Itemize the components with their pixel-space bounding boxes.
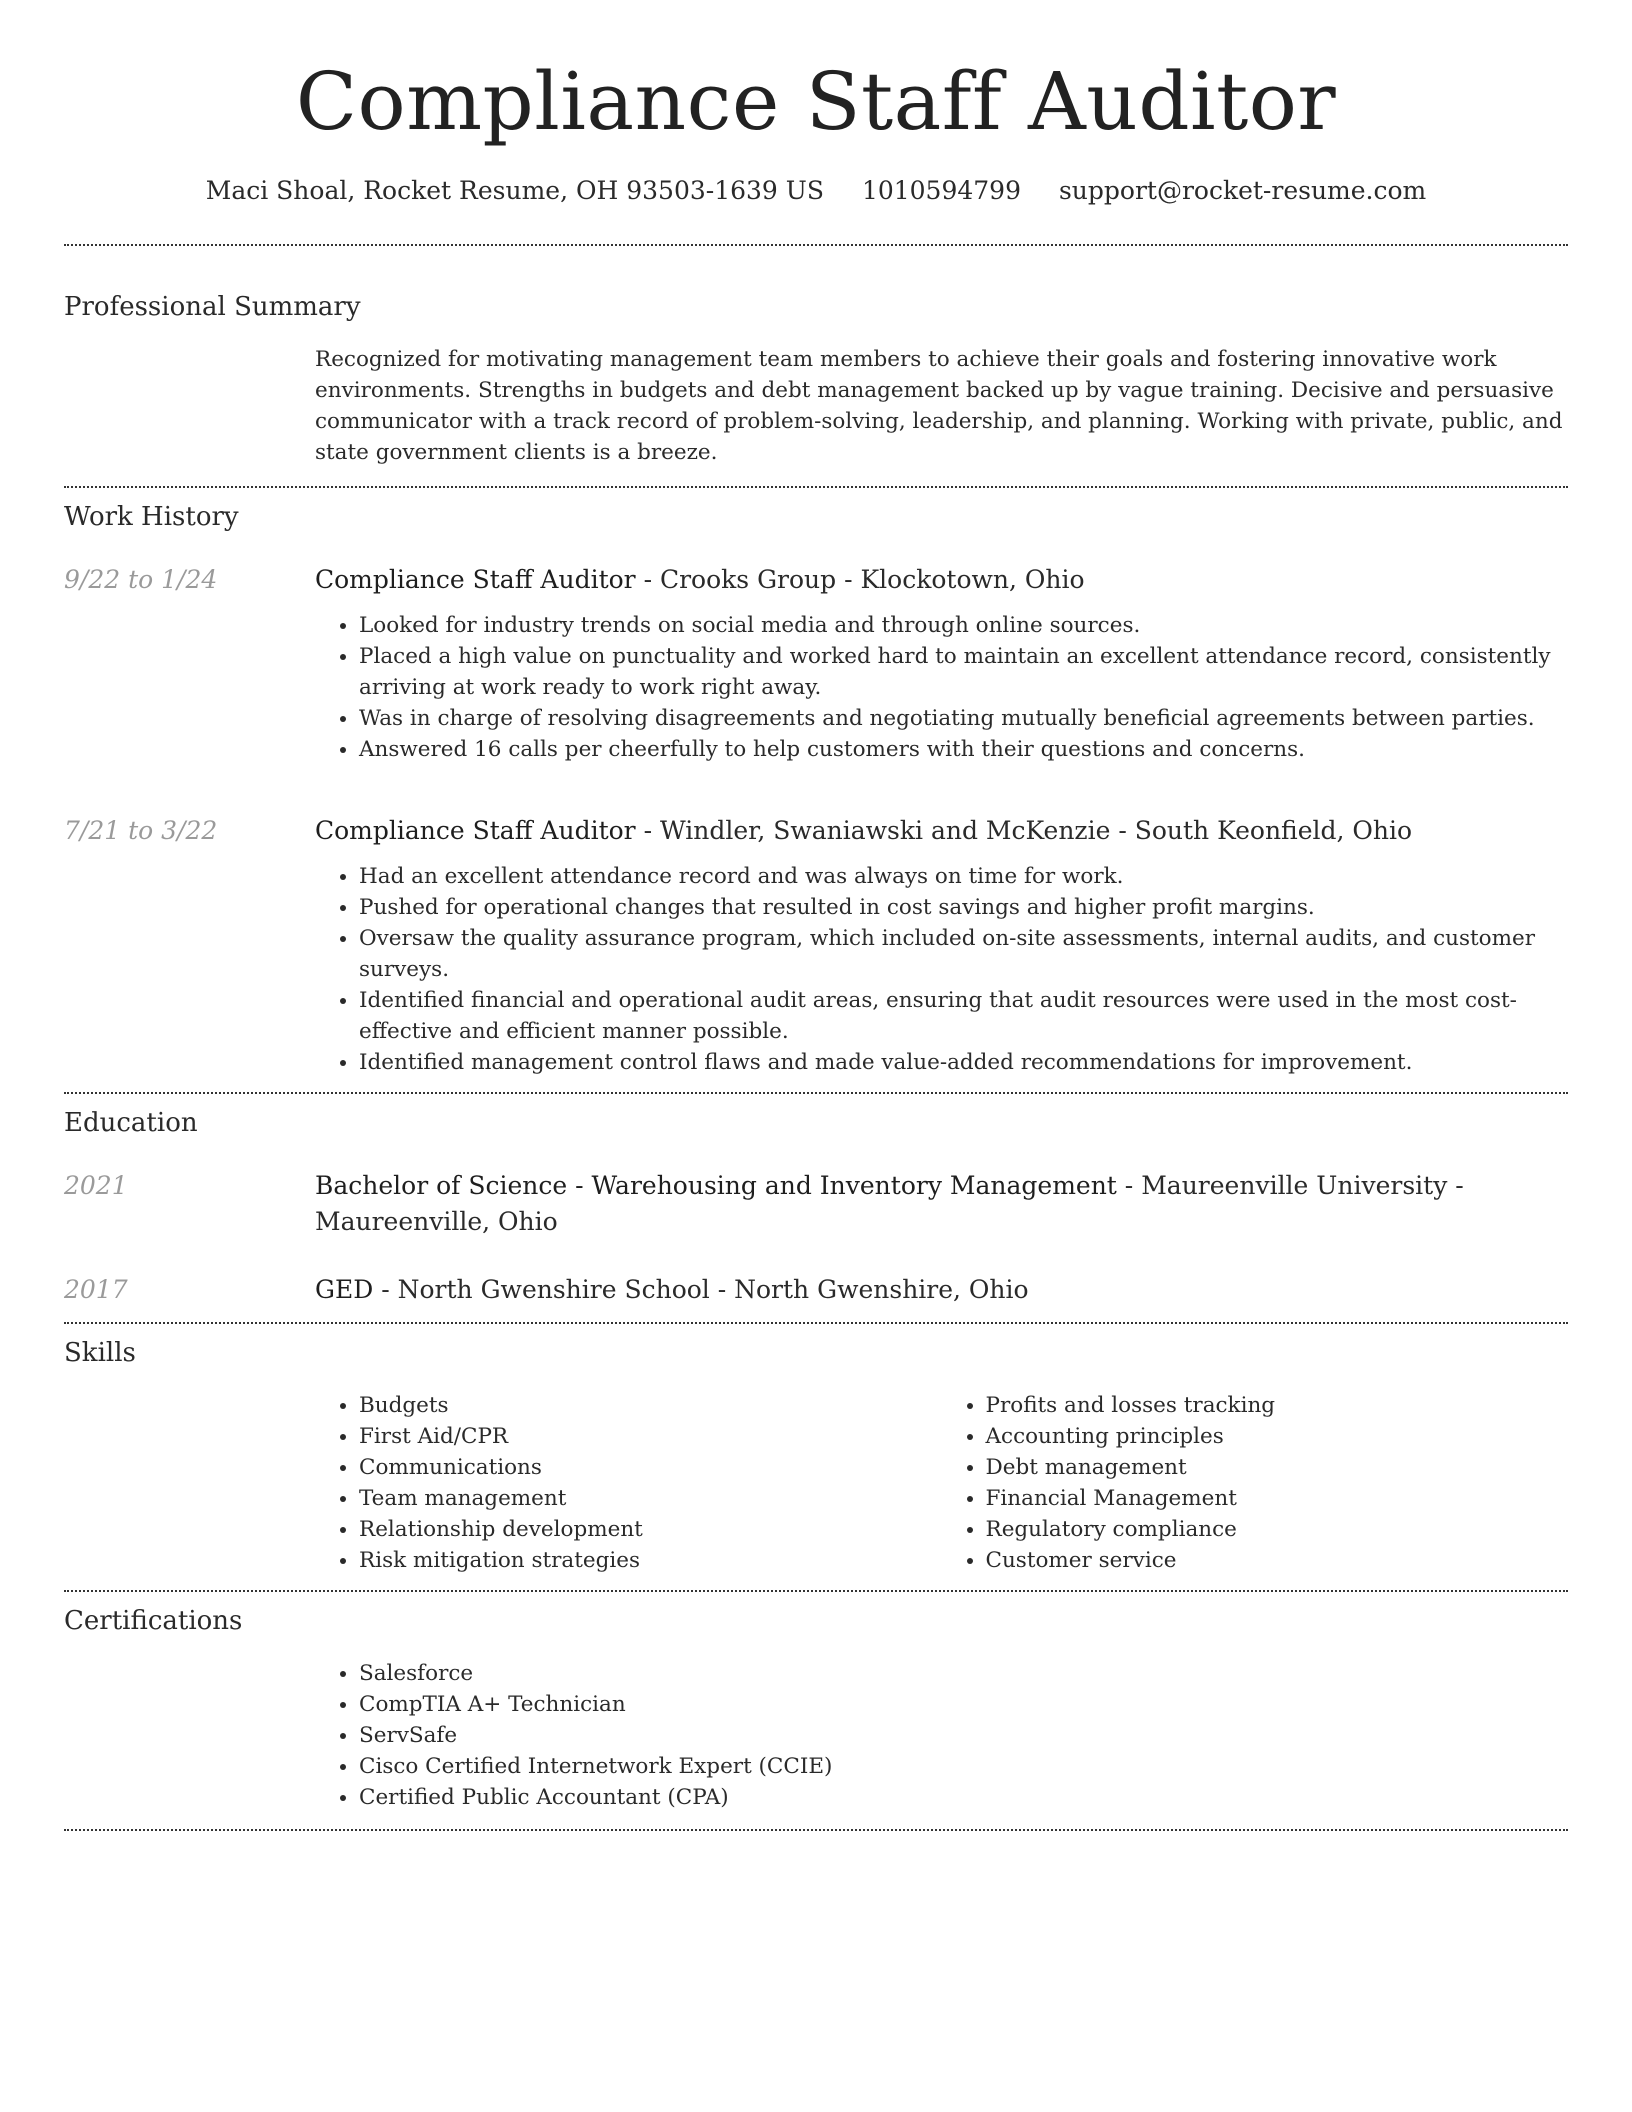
job-header [315, 562, 1568, 598]
list-item: • Relationship development [359, 1514, 942, 1545]
skills-list-left [315, 1390, 942, 1576]
education-section [64, 1094, 1568, 1322]
education-degree: GED [315, 1275, 374, 1304]
job-entry [64, 562, 1568, 598]
list-item: • Salesforce [359, 1658, 1568, 1689]
list-item: • Identified financial and operational audit areas, ensuring that audit resources were used in the most cost-effective and efficient manner possible. [359, 985, 1568, 1047]
list-item: • Cisco Certified Internetwork Expert (CCIE) [359, 1751, 1568, 1782]
contact-email: support@rocket-resume.com [1058, 176, 1427, 205]
contact-phone: 1010594799 [861, 176, 1021, 205]
list-item: • Oversaw the quality assurance program, which included on-site assessments, internal audits, and customer surveys. [359, 923, 1568, 985]
education-entry [64, 1272, 1568, 1308]
education-header [315, 1272, 1568, 1308]
education-header [315, 1168, 1568, 1240]
summary-heading: Professional Summary [64, 292, 361, 322]
summary-text: Recognized for motivating management team members to achieve their goals and fostering innovative work environments. Strengths in budgets and debt management backed up by vague training. Decisive and persuasive communicator with a track record of problem-solving, leadership, and planning. Working with private, public, and state government clients is a breeze. [315, 347, 1563, 465]
education-date: 2021 [64, 1171, 128, 1200]
list-item: • Had an excellent attendance record and was always on time for work. [359, 861, 1568, 892]
education-date: 2017 [64, 1275, 128, 1304]
section-divider [64, 244, 1568, 246]
list-item: • Was in charge of resolving disagreements and negotiating mutually beneficial agreements between parties. [359, 703, 1568, 734]
list-item: • Customer service [986, 1545, 1569, 1576]
skills-section [64, 1324, 1568, 1590]
certifications-section [64, 1592, 1568, 1829]
list-item: • Risk mitigation strategies [359, 1545, 942, 1576]
work-history-heading: Work History [64, 502, 239, 532]
list-item: • Financial Management [986, 1483, 1569, 1514]
skills-heading: Skills [64, 1338, 136, 1368]
list-item: • CompTIA A+ Technician [359, 1689, 1568, 1720]
list-item: • First Aid/CPR [359, 1421, 942, 1452]
section-divider [64, 1829, 1568, 1831]
certifications-heading: Certifications [64, 1606, 243, 1636]
education-degree: Bachelor of Science - Warehousing and Inventory Management [315, 1171, 1117, 1200]
contact-address: Maci Shoal, Rocket Resume, OH 93503-1639 US [205, 176, 824, 205]
list-item: • Identified management control flaws and made value-added recommendations for improvement. [359, 1047, 1568, 1078]
list-item: • Placed a high value on punctuality and worked hard to maintain an excellent attendance record, consistently arriving at work ready to work right away. [359, 641, 1568, 703]
education-entry [64, 1168, 1568, 1240]
list-item: • Pushed for operational changes that resulted in cost savings and higher profit margins. [359, 892, 1568, 923]
list-item: • Profits and losses tracking [986, 1390, 1569, 1421]
skills-columns [315, 1390, 1568, 1590]
list-item: • Looked for industry trends on social media and through online sources. [359, 610, 1568, 641]
job-date: 7/21 to 3/22 [64, 816, 218, 845]
list-item: • Accounting principles [986, 1421, 1569, 1452]
summary-section [64, 290, 1568, 486]
education-heading: Education [64, 1108, 198, 1138]
list-item: • Debt management [986, 1452, 1569, 1483]
list-item: • Communications [359, 1452, 942, 1483]
list-item: • Team management [359, 1483, 942, 1514]
job-details: - Crooks Group - Klockotown, Ohio [635, 565, 1085, 594]
resume-title: Compliance Staff Auditor [295, 55, 1337, 148]
list-item: • Budgets [359, 1390, 942, 1421]
education-details: - Maureenville University - Maureenville, Ohio [315, 1171, 1464, 1236]
skills-list-right [942, 1390, 1569, 1576]
job-bullets [315, 610, 1568, 765]
work-history-section [64, 488, 1568, 1092]
job-date: 9/22 to 1/24 [64, 565, 218, 594]
certifications-list [315, 1658, 1568, 1813]
job-header [315, 813, 1568, 849]
job-entry [64, 813, 1568, 849]
list-item: • Regulatory compliance [986, 1514, 1569, 1545]
list-item: • ServSafe [359, 1720, 1568, 1751]
education-details: - North Gwenshire School - North Gwenshire, Ohio [373, 1275, 1029, 1304]
job-role: Compliance Staff Auditor [315, 816, 636, 845]
list-item: • Certified Public Accountant (CPA) [359, 1782, 1568, 1813]
contact-line [64, 174, 1568, 208]
job-details: - Windler, Swaniawski and McKenzie - South Keonfield, Ohio [635, 816, 1413, 845]
list-item: • Answered 16 calls per cheerfully to help customers with their questions and concerns. [359, 734, 1568, 765]
job-role: Compliance Staff Auditor [315, 565, 636, 594]
job-bullets [315, 861, 1568, 1078]
